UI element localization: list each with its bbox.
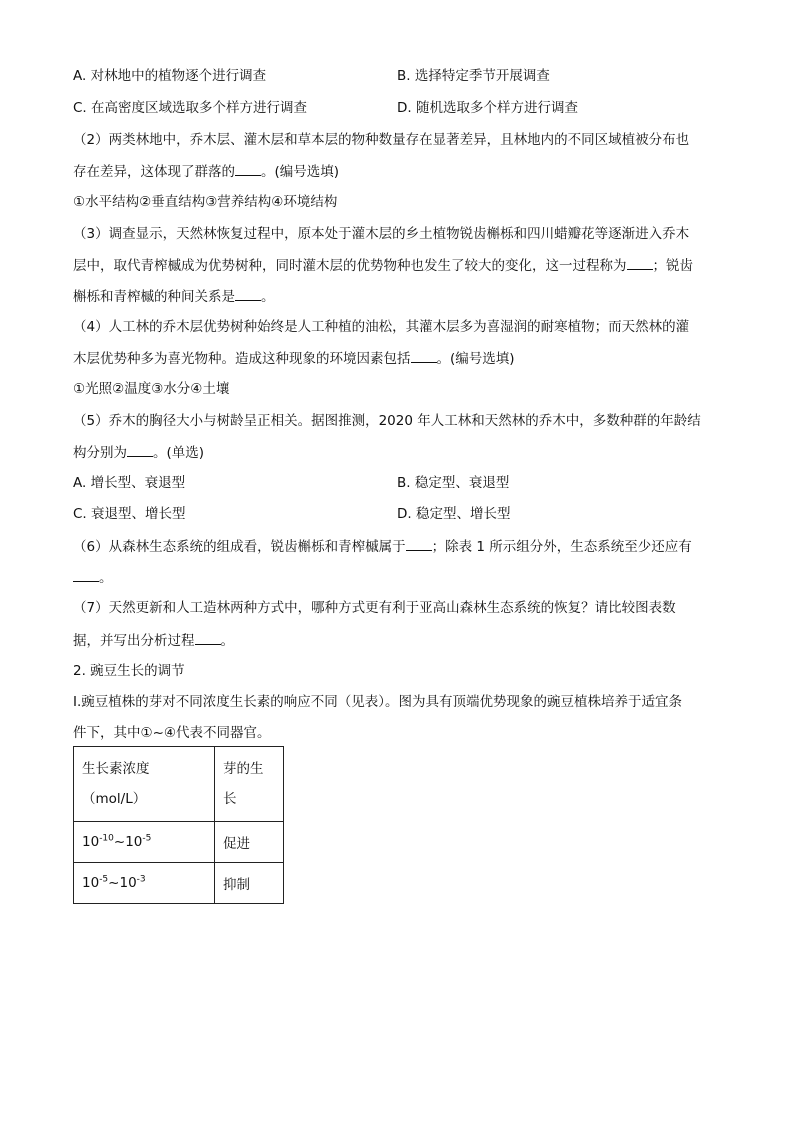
q5-option-c: C. 衰退型、增长型	[73, 506, 186, 522]
q3-suffix: 。	[261, 289, 275, 305]
q7-line-1: （7）天然更新和人工造林两种方式中，哪种方式更有利于亚高山森林生态系统的恢复？请比较图表数	[73, 600, 676, 616]
q2-choices: ①水平结构②垂直结构③营养结构④环境结构	[73, 194, 338, 210]
q5-text: 构分别为	[73, 445, 127, 461]
header-bud-growth-label-2: 长	[223, 791, 237, 807]
q4-text: 木层优势种多为喜光物种。造成这种现象的环境因素包括	[73, 351, 411, 367]
q2-suffix: 。(编号选填)	[261, 164, 340, 180]
q2-line-2	[73, 161, 339, 182]
header-concentration-label: 生长素浓度	[82, 761, 150, 777]
table-header-row	[74, 747, 284, 822]
q3-answer-blank-2[interactable]	[235, 286, 261, 301]
conc-separator: ~	[108, 875, 120, 891]
q4-answer-blank[interactable]	[411, 348, 437, 363]
q4-line-2	[73, 348, 515, 369]
q3-text: 层中，取代青榨槭成为优势树种，同时灌木层的优势物种也发生了较大的变化，这一过程称为	[73, 258, 627, 274]
q4-suffix: 。(编号选填)	[436, 351, 515, 367]
q7-answer-blank[interactable]	[195, 630, 221, 645]
q1-option-c: C. 在高密度区域选取多个样方进行调查	[73, 100, 308, 116]
q1-option-d: D. 随机选取多个样方进行调查	[397, 100, 578, 116]
effect-cell: 促进	[215, 822, 284, 863]
q1-option-b: B. 选择特定季节开展调查	[397, 68, 550, 84]
concentration-cell	[74, 863, 215, 904]
conc-base: 10	[82, 834, 100, 850]
q6-suffix: 。	[99, 570, 113, 586]
q4-line-1: （4）人工林的乔木层优势树种始终是人工种植的油松，其灌木层多为喜湿润的耐寒植物；而天然林的灌	[73, 319, 690, 335]
section-2-intro-1: Ⅰ.豌豆植株的芽对不同浓度生长素的响应不同（见表）。图为具有顶端优势现象的豌豆植株培养于适宜条	[73, 694, 683, 710]
q5-option-a: A. 增长型、衰退型	[73, 475, 186, 491]
q6-text-tail: ；除表 1 所示组分外，生态系统至少还应有	[431, 539, 692, 555]
conc-base: 10	[82, 875, 100, 891]
q5-answer-blank[interactable]	[127, 442, 153, 457]
table-row	[74, 822, 284, 863]
q3-line-1: （3）调查显示，天然林恢复过程中，原本处于灌木层的乡土植物锐齿槲栎和四川蜡瓣花等逐渐进入乔木	[73, 226, 690, 242]
conc-base: 10	[119, 875, 137, 891]
concentration-cell	[74, 822, 215, 863]
q3-answer-blank-1[interactable]	[627, 255, 653, 270]
header-bud-growth-label-1: 芽的生	[223, 761, 264, 777]
q3-text-2: 槲栎和青榨槭的种间关系是	[73, 289, 235, 305]
header-bud-growth	[215, 747, 284, 822]
conc-exponent: -10	[99, 833, 114, 844]
q7-text: 据，并写出分析过程	[73, 633, 195, 649]
q5-line-2	[73, 442, 204, 463]
q6-answer-blank-1[interactable]	[406, 536, 432, 551]
section-2-title: 2. 豌豆生长的调节	[73, 663, 185, 679]
q5-option-b: B. 稳定型、衰退型	[397, 475, 510, 491]
q2-text: 存在差异，这体现了群落的	[73, 164, 235, 180]
q5-line-1: （5）乔木的胸径大小与树龄呈正相关。据图推测，2020 年人工林和天然林的乔木中，多数种群的年龄结	[73, 413, 701, 429]
q3-line-3	[73, 286, 275, 307]
auxin-response-table	[73, 746, 284, 904]
effect-cell: 抑制	[215, 863, 284, 904]
q5-option-d: D. 稳定型、增长型	[397, 506, 511, 522]
q6-line-1	[73, 536, 692, 557]
section-2-intro-2: 件下，其中①~④代表不同器官。	[73, 725, 271, 741]
q1-option-a: A. 对林地中的植物逐个进行调查	[73, 68, 267, 84]
q2-line-1: （2）两类林地中，乔木层、灌木层和草本层的物种数量存在显著差异，且林地内的不同区域植被分布也	[73, 132, 690, 148]
table-row	[74, 863, 284, 904]
q5-suffix: 。(单选)	[153, 445, 205, 461]
conc-exponent: -5	[142, 833, 152, 844]
q3-text-tail: ；锐齿	[652, 258, 693, 274]
conc-base: 10	[125, 834, 143, 850]
header-concentration	[74, 747, 215, 822]
conc-exponent: -3	[136, 874, 146, 885]
conc-separator: ~	[113, 834, 126, 850]
conc-exponent: -5	[99, 874, 109, 885]
q6-text: （6）从森林生态系统的组成看，锐齿槲栎和青榨槭属于	[73, 539, 406, 555]
q3-line-2	[73, 255, 693, 276]
q7-suffix: 。	[220, 633, 234, 649]
q2-answer-blank[interactable]	[235, 161, 261, 176]
q7-line-2	[73, 630, 234, 651]
q4-choices: ①光照②温度③水分④土壤	[73, 381, 230, 397]
header-concentration-unit: （mol/L）	[82, 791, 147, 807]
q6-line-2	[73, 567, 113, 588]
q6-answer-blank-2[interactable]	[73, 567, 99, 582]
